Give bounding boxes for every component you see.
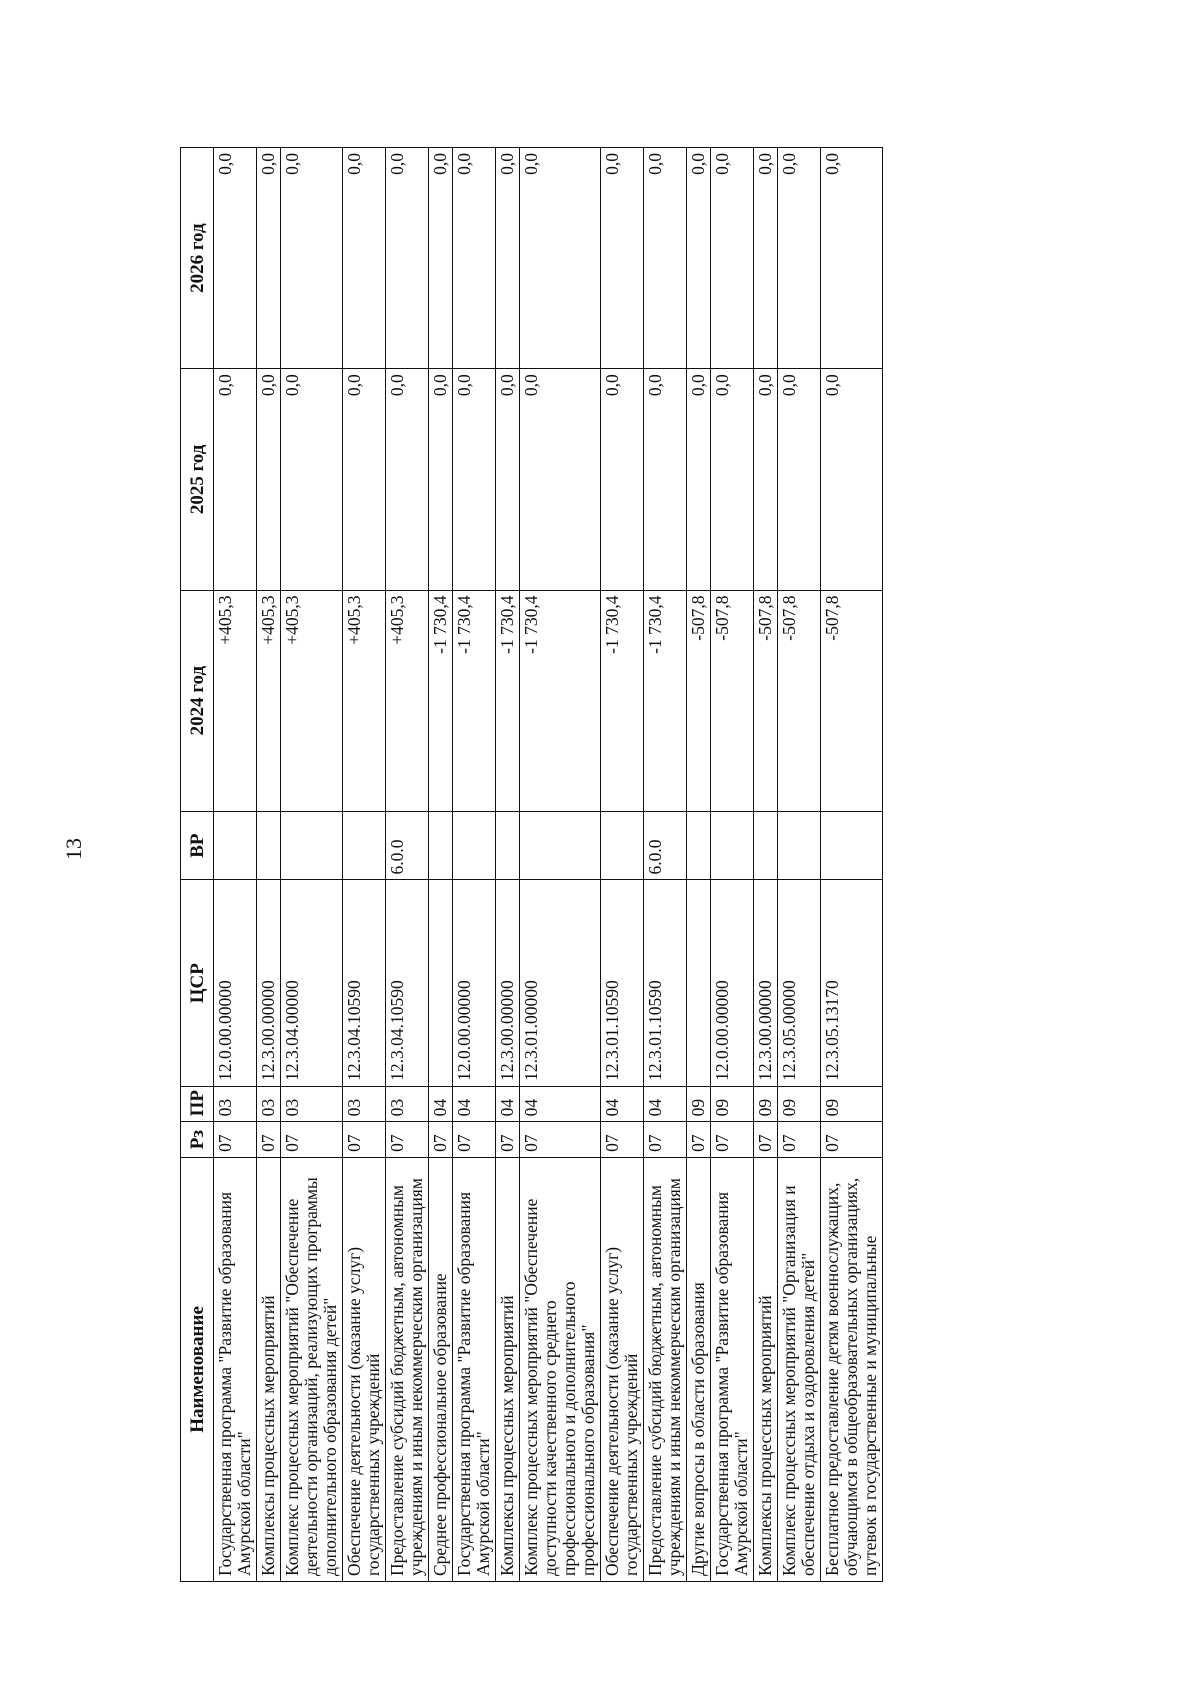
cell-2024: +405,3 bbox=[281, 590, 343, 811]
cell-rz: 07 bbox=[343, 1122, 386, 1158]
cell-2025: 0,0 bbox=[778, 369, 821, 590]
cell-2024: -1 730,4 bbox=[453, 590, 496, 811]
cell-vr: 6.0.0 bbox=[386, 811, 429, 880]
cell-name: Обеспечение деятельности (оказание услуг) государственных учреждений bbox=[601, 1157, 644, 1581]
cell-name: Предоставление субсидий бюджетным, автономным учреждениям и иным некоммерческим организациям bbox=[644, 1157, 687, 1581]
table-row bbox=[711, 148, 754, 1582]
cell-pr: 09 bbox=[754, 1086, 778, 1122]
cell-rz: 07 bbox=[601, 1122, 644, 1158]
cell-rz: 07 bbox=[778, 1122, 821, 1158]
cell-name: Предоставление субсидий бюджетным, автономным учреждениям и иным некоммерческим организациям bbox=[386, 1157, 429, 1581]
cell-rz: 07 bbox=[257, 1122, 281, 1158]
cell-csr: 12.3.00.00000 bbox=[496, 880, 520, 1086]
cell-vr bbox=[343, 811, 386, 880]
cell-rz: 07 bbox=[453, 1122, 496, 1158]
cell-2024: +405,3 bbox=[214, 590, 257, 811]
cell-2024: -1 730,4 bbox=[429, 590, 453, 811]
cell-rz: 07 bbox=[429, 1122, 453, 1158]
table-row bbox=[687, 148, 711, 1582]
cell-name: Комплексы процессных мероприятий bbox=[754, 1157, 778, 1581]
cell-csr: 12.3.00.00000 bbox=[754, 880, 778, 1086]
cell-csr: 12.3.01.10590 bbox=[601, 880, 644, 1086]
cell-pr: 04 bbox=[429, 1086, 453, 1122]
cell-2024: -507,8 bbox=[821, 590, 883, 811]
cell-vr bbox=[821, 811, 883, 880]
cell-vr bbox=[257, 811, 281, 880]
cell-vr bbox=[778, 811, 821, 880]
cell-rz: 07 bbox=[644, 1122, 687, 1158]
table-row bbox=[601, 148, 644, 1582]
cell-csr: 12.3.04.10590 bbox=[343, 880, 386, 1086]
cell-2026: 0,0 bbox=[778, 148, 821, 369]
cell-name: Комплекс процессных мероприятий "Обеспечение доступности качественного среднего профессионального и дополнительного профессионального образования" bbox=[520, 1157, 601, 1581]
cell-2024: -1 730,4 bbox=[496, 590, 520, 811]
cell-2024: +405,3 bbox=[386, 590, 429, 811]
cell-2026: 0,0 bbox=[257, 148, 281, 369]
cell-name: Обеспечение деятельности (оказание услуг) государственных учреждений bbox=[343, 1157, 386, 1581]
header-csr: ЦСР bbox=[181, 880, 214, 1086]
cell-2026: 0,0 bbox=[687, 148, 711, 369]
cell-name: Комплекс процессных мероприятий "Обеспечение деятельности организаций, реализующих программы дополнительного образования детей" bbox=[281, 1157, 343, 1581]
table-row bbox=[386, 148, 429, 1582]
cell-csr: 12.3.05.13170 bbox=[821, 880, 883, 1086]
table-row bbox=[821, 148, 883, 1582]
cell-rz: 07 bbox=[520, 1122, 601, 1158]
cell-2026: 0,0 bbox=[386, 148, 429, 369]
cell-csr: 12.3.04.10590 bbox=[386, 880, 429, 1086]
cell-rz: 07 bbox=[711, 1122, 754, 1158]
cell-csr: 12.3.05.00000 bbox=[778, 880, 821, 1086]
table-header-row bbox=[181, 148, 214, 1582]
cell-2025: 0,0 bbox=[644, 369, 687, 590]
cell-2025: 0,0 bbox=[711, 369, 754, 590]
header-2025: 2025 год bbox=[181, 369, 214, 590]
cell-vr bbox=[496, 811, 520, 880]
cell-vr bbox=[520, 811, 601, 880]
cell-2026: 0,0 bbox=[281, 148, 343, 369]
header-pr: ПР bbox=[181, 1086, 214, 1122]
header-vr: ВР bbox=[181, 811, 214, 880]
cell-2026: 0,0 bbox=[711, 148, 754, 369]
cell-2026: 0,0 bbox=[520, 148, 601, 369]
table-row bbox=[520, 148, 601, 1582]
cell-name: Комплексы процессных мероприятий bbox=[496, 1157, 520, 1581]
cell-vr bbox=[601, 811, 644, 880]
cell-2025: 0,0 bbox=[687, 369, 711, 590]
cell-pr: 09 bbox=[778, 1086, 821, 1122]
cell-2024: -507,8 bbox=[711, 590, 754, 811]
cell-2025: 0,0 bbox=[343, 369, 386, 590]
cell-rz: 07 bbox=[687, 1122, 711, 1158]
cell-rz: 07 bbox=[214, 1122, 257, 1158]
cell-pr: 04 bbox=[644, 1086, 687, 1122]
cell-2025: 0,0 bbox=[453, 369, 496, 590]
cell-name: Государственная программа "Развитие образования Амурской области" bbox=[711, 1157, 754, 1581]
cell-2024: -507,8 bbox=[778, 590, 821, 811]
cell-name: Комплекс процессных мероприятий "Организация и обеспечение отдыха и оздоровления детей" bbox=[778, 1157, 821, 1581]
cell-vr bbox=[214, 811, 257, 880]
cell-pr: 03 bbox=[281, 1086, 343, 1122]
cell-csr: 12.0.00.00000 bbox=[711, 880, 754, 1086]
cell-2026: 0,0 bbox=[754, 148, 778, 369]
cell-2025: 0,0 bbox=[496, 369, 520, 590]
cell-2026: 0,0 bbox=[214, 148, 257, 369]
budget-table bbox=[180, 147, 883, 1582]
cell-2026: 0,0 bbox=[429, 148, 453, 369]
cell-pr: 04 bbox=[453, 1086, 496, 1122]
cell-2026: 0,0 bbox=[644, 148, 687, 369]
cell-name: Комплексы процессных мероприятий bbox=[257, 1157, 281, 1581]
cell-vr: 6.0.0 bbox=[644, 811, 687, 880]
cell-csr: 12.3.04.00000 bbox=[281, 880, 343, 1086]
cell-csr: 12.3.00.00000 bbox=[257, 880, 281, 1086]
cell-pr: 03 bbox=[214, 1086, 257, 1122]
cell-2026: 0,0 bbox=[601, 148, 644, 369]
table-row bbox=[644, 148, 687, 1582]
cell-name: Другие вопросы в области образования bbox=[687, 1157, 711, 1581]
cell-pr: 04 bbox=[520, 1086, 601, 1122]
cell-vr bbox=[687, 811, 711, 880]
cell-vr bbox=[453, 811, 496, 880]
table-row bbox=[754, 148, 778, 1582]
cell-vr bbox=[754, 811, 778, 880]
cell-2026: 0,0 bbox=[343, 148, 386, 369]
cell-name: Бесплатное предоставление детям военнослужащих, обучающимся в общеобразовательных организациях, путевок в государственные и муниципальные bbox=[821, 1157, 883, 1581]
cell-2026: 0,0 bbox=[453, 148, 496, 369]
cell-pr: 09 bbox=[687, 1086, 711, 1122]
table-row bbox=[214, 148, 257, 1582]
cell-2025: 0,0 bbox=[281, 369, 343, 590]
cell-csr: 12.3.01.00000 bbox=[520, 880, 601, 1086]
table-row bbox=[281, 148, 343, 1582]
table-row bbox=[257, 148, 281, 1582]
cell-pr: 09 bbox=[821, 1086, 883, 1122]
cell-name: Среднее профессиональное образование bbox=[429, 1157, 453, 1581]
cell-2025: 0,0 bbox=[821, 369, 883, 590]
rotated-table-container bbox=[180, 147, 1065, 1582]
cell-vr bbox=[429, 811, 453, 880]
cell-rz: 07 bbox=[754, 1122, 778, 1158]
table-body bbox=[214, 148, 883, 1582]
header-rz: Рз bbox=[181, 1122, 214, 1158]
table-row bbox=[778, 148, 821, 1582]
cell-2025: 0,0 bbox=[257, 369, 281, 590]
cell-2024: -1 730,4 bbox=[644, 590, 687, 811]
cell-2024: -507,8 bbox=[754, 590, 778, 811]
header-2026: 2026 год bbox=[181, 148, 214, 369]
cell-2024: +405,3 bbox=[257, 590, 281, 811]
cell-pr: 04 bbox=[496, 1086, 520, 1122]
cell-2025: 0,0 bbox=[386, 369, 429, 590]
cell-2024: -1 730,4 bbox=[520, 590, 601, 811]
cell-csr: 12.0.00.00000 bbox=[214, 880, 257, 1086]
cell-pr: 04 bbox=[601, 1086, 644, 1122]
cell-name: Государственная программа "Развитие образования Амурской области" bbox=[214, 1157, 257, 1581]
cell-vr bbox=[281, 811, 343, 880]
cell-name: Государственная программа "Развитие образования Амурской области" bbox=[453, 1157, 496, 1581]
cell-csr: 12.3.01.10590 bbox=[644, 880, 687, 1086]
cell-rz: 07 bbox=[821, 1122, 883, 1158]
cell-csr bbox=[429, 880, 453, 1086]
cell-2025: 0,0 bbox=[429, 369, 453, 590]
page-number: 13 bbox=[61, 838, 86, 860]
cell-vr bbox=[711, 811, 754, 880]
cell-rz: 07 bbox=[386, 1122, 429, 1158]
cell-2026: 0,0 bbox=[821, 148, 883, 369]
cell-2025: 0,0 bbox=[754, 369, 778, 590]
table-row bbox=[453, 148, 496, 1582]
header-name: Наименование bbox=[181, 1157, 214, 1581]
cell-rz: 07 bbox=[496, 1122, 520, 1158]
cell-2024: +405,3 bbox=[343, 590, 386, 811]
cell-pr: 09 bbox=[711, 1086, 754, 1122]
cell-csr: 12.0.00.00000 bbox=[453, 880, 496, 1086]
table-row bbox=[343, 148, 386, 1582]
cell-pr: 03 bbox=[257, 1086, 281, 1122]
cell-2024: -1 730,4 bbox=[601, 590, 644, 811]
header-2024: 2024 год bbox=[181, 590, 214, 811]
cell-pr: 03 bbox=[343, 1086, 386, 1122]
cell-2025: 0,0 bbox=[214, 369, 257, 590]
cell-2025: 0,0 bbox=[520, 369, 601, 590]
cell-rz: 07 bbox=[281, 1122, 343, 1158]
cell-pr: 03 bbox=[386, 1086, 429, 1122]
cell-2024: -507,8 bbox=[687, 590, 711, 811]
cell-2025: 0,0 bbox=[601, 369, 644, 590]
cell-2026: 0,0 bbox=[496, 148, 520, 369]
table-row bbox=[429, 148, 453, 1582]
table-row bbox=[496, 148, 520, 1582]
cell-csr bbox=[687, 880, 711, 1086]
